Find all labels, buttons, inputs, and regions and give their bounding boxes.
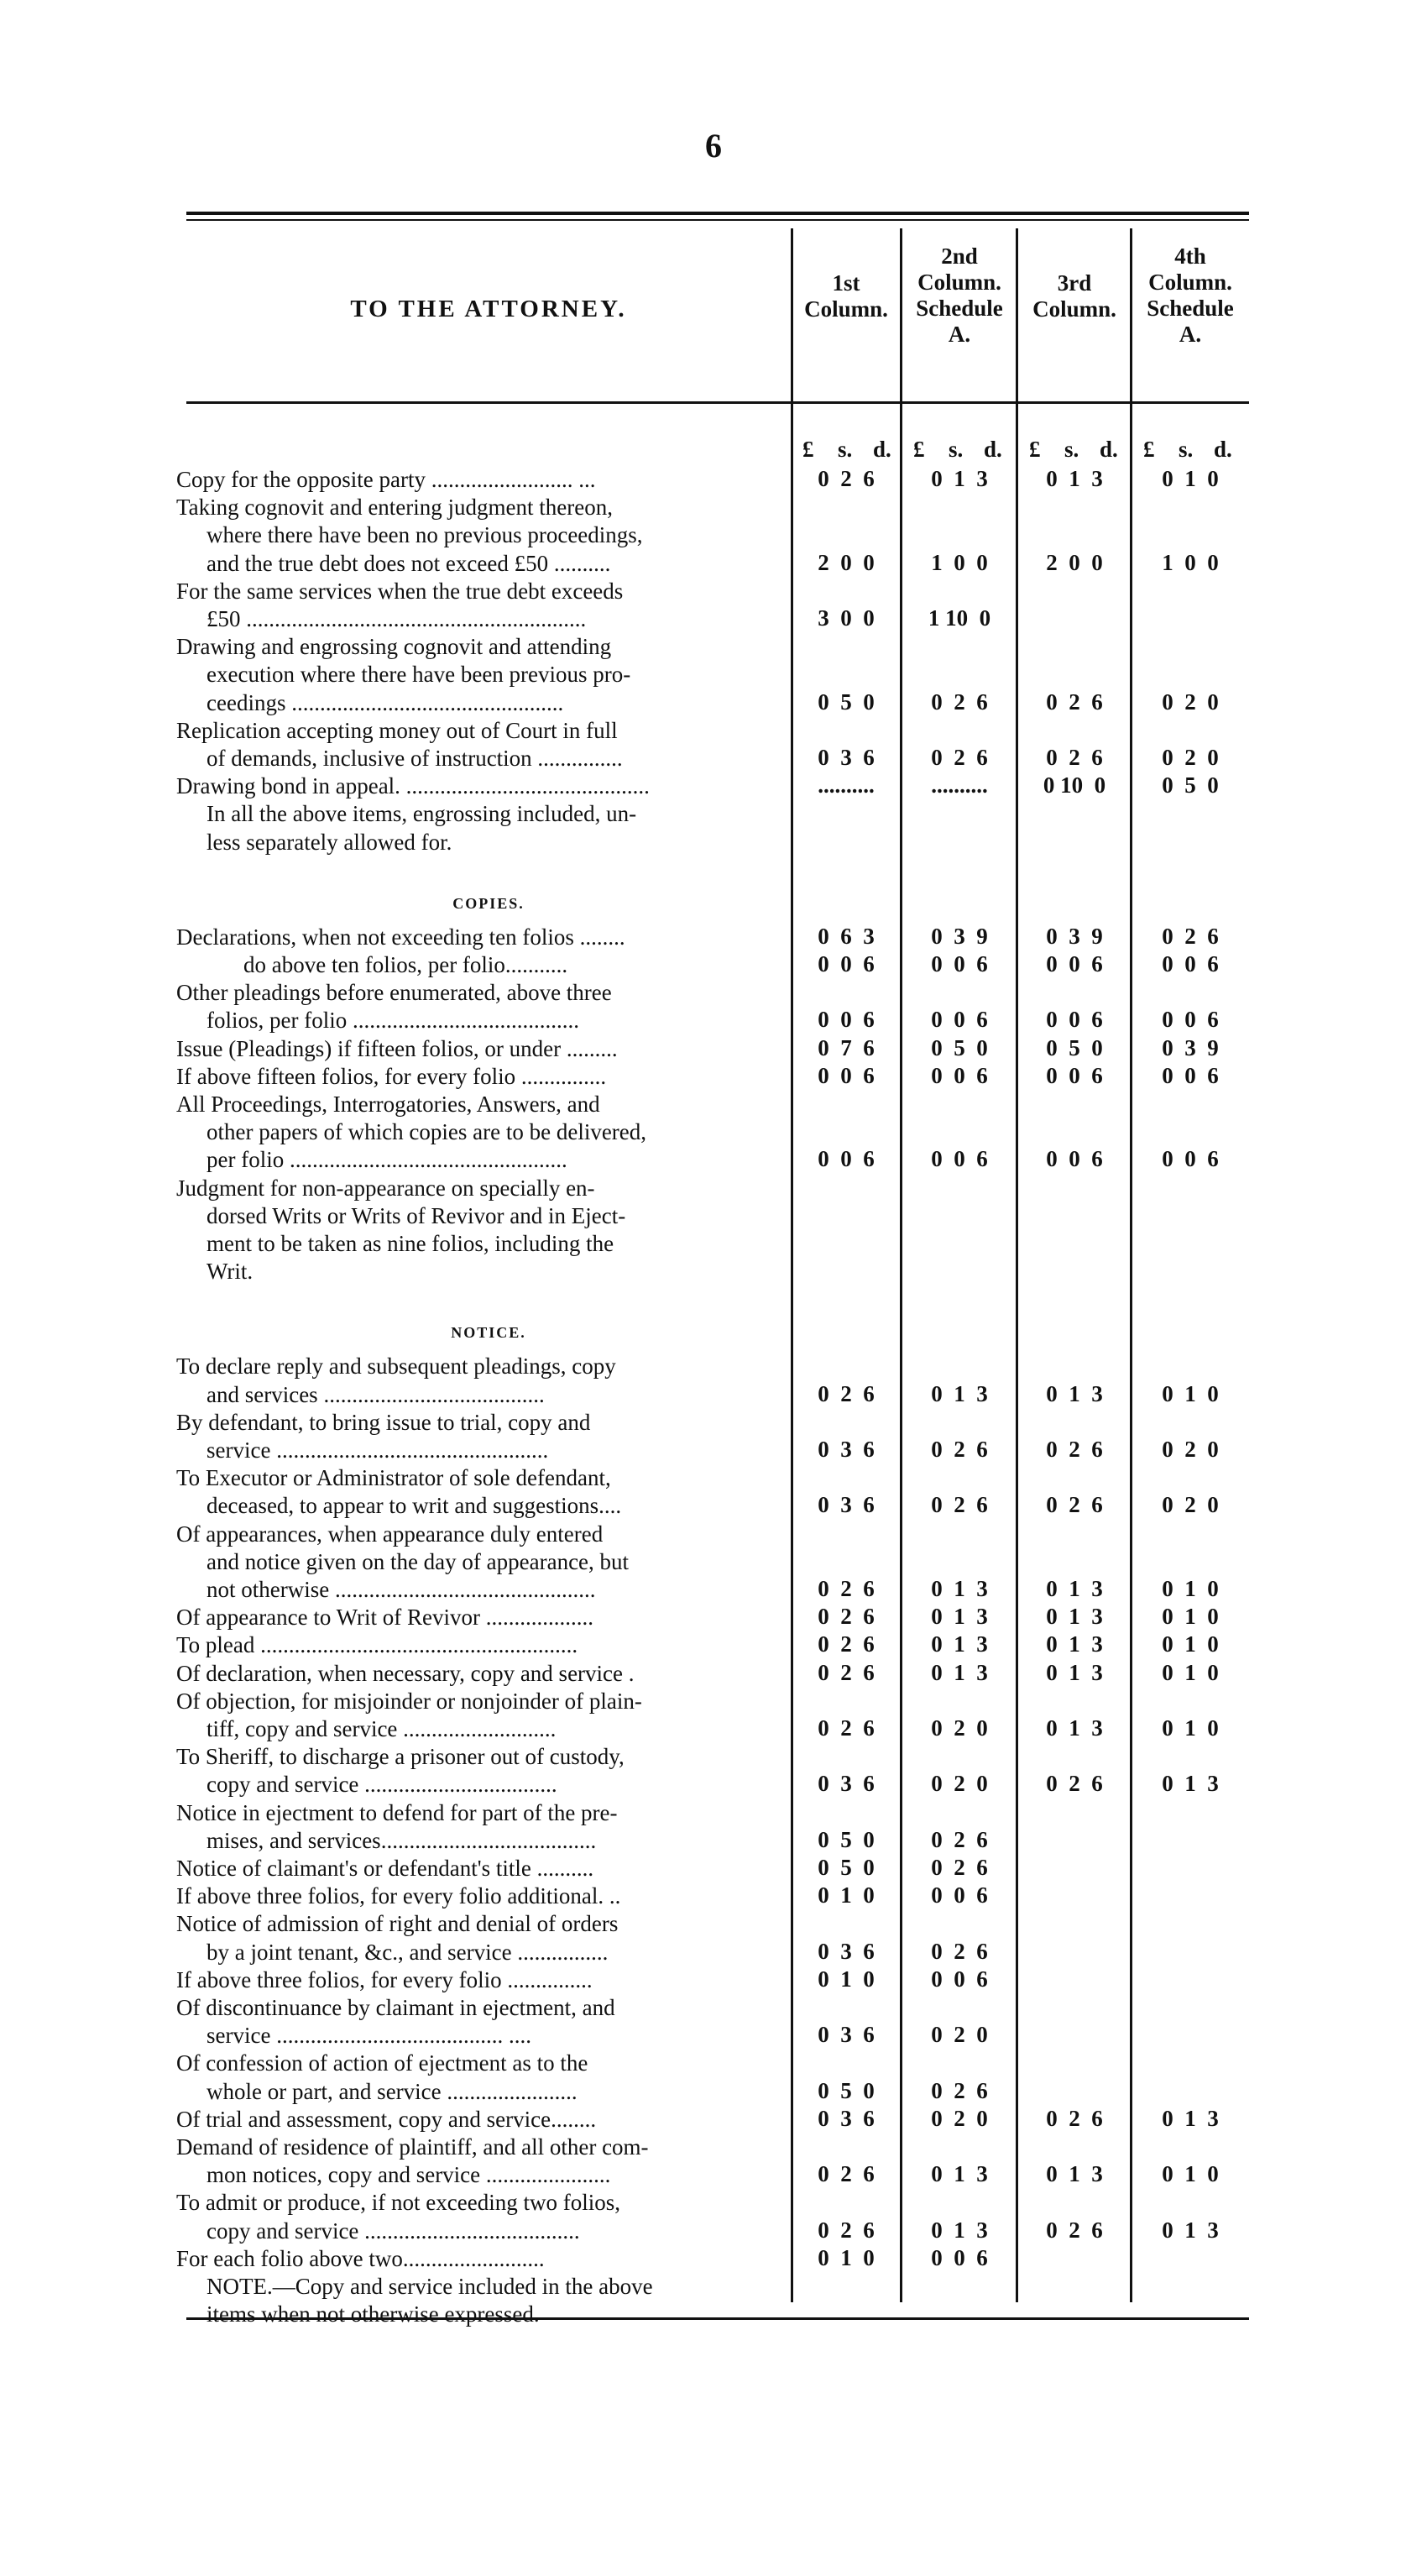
fee-value-col3: 0 10 0 xyxy=(1043,772,1106,798)
fee-item-line: copy and service .................................. xyxy=(206,1772,557,1798)
fee-item-line: To plead ........................................................ xyxy=(176,1632,578,1658)
column-header-4: 4th Column. Schedule A. xyxy=(1147,243,1234,347)
top-rule xyxy=(186,212,1249,215)
fee-item-line: tiff, copy and service ........................... xyxy=(206,1716,557,1741)
fee-value-col4: 0 1 0 xyxy=(1162,1659,1219,1685)
fee-item-line: For the same services when the true debt exceeds xyxy=(176,578,624,604)
fee-item-line: If above fifteen folios, for every folio ............... xyxy=(176,1063,607,1089)
fee-item-line: not otherwise .............................................. xyxy=(206,1577,596,1602)
fee-item-line: Declarations, when not exceeding ten folios ........ xyxy=(176,924,625,950)
fee-value-col3: 0 1 3 xyxy=(1046,1604,1103,1630)
fee-item-line: In all the above items, engrossing included, un- xyxy=(206,801,637,827)
fee-value-col4: 0 5 0 xyxy=(1162,772,1219,798)
fee-item-line: Issue (Pleadings) if fifteen folios, or under ......... xyxy=(176,1035,618,1061)
fee-item-line: less separately allowed for. xyxy=(206,829,452,855)
fee-item-line: To declare reply and subsequent pleadings, copy xyxy=(176,1353,616,1380)
fee-value-col3: 0 0 6 xyxy=(1046,1146,1103,1172)
fee-value-col1: 0 7 6 xyxy=(818,1034,875,1060)
fee-value-col1: 0 5 0 xyxy=(818,2077,875,2103)
fee-value-col3: 2 0 0 xyxy=(1046,549,1103,575)
fee-value-col4: 0 3 9 xyxy=(1162,1034,1219,1060)
fee-item-line: If above three folios, for every folio additional. .. xyxy=(176,1883,621,1909)
fee-value-col2: 0 2 6 xyxy=(931,745,988,770)
fee-value-col1: 0 2 6 xyxy=(818,1604,875,1630)
fee-item-line: Of declaration, when necessary, copy and service . xyxy=(176,1660,635,1686)
fee-value-col1: 0 2 6 xyxy=(818,2161,875,2187)
fee-item-line: by a joint tenant, &c., and service ................ xyxy=(206,1939,609,1965)
fee-item-line: Notice of admission of right and denial of orders xyxy=(176,1911,619,1937)
fee-value-col1: 0 3 6 xyxy=(818,1437,875,1462)
fee-value-col2: 0 0 6 xyxy=(931,1146,988,1172)
fee-value-col1: 0 3 6 xyxy=(818,2105,875,2131)
fee-item-line: Demand of residence of plaintiff, and all other com- xyxy=(176,2134,649,2160)
fee-value-col1: 0 2 6 xyxy=(818,1631,875,1657)
fee-item-line: To admit or produce, if not exceeding two folios, xyxy=(176,2190,620,2216)
currency-label: s. xyxy=(838,437,853,462)
fee-item-line: do above ten folios, per folio........... xyxy=(243,952,568,977)
fee-value-col1: 0 1 0 xyxy=(818,1882,875,1908)
fee-value-col4: 0 2 0 xyxy=(1162,689,1219,715)
fee-item-line: Of appearance to Writ of Revivor ................... xyxy=(176,1605,594,1631)
fee-value-col3: 0 1 3 xyxy=(1046,1576,1103,1601)
fee-item-line: service ........................................ .... xyxy=(206,2023,531,2049)
fee-value-col4: 0 0 6 xyxy=(1162,1062,1219,1088)
fee-value-col2: 0 1 3 xyxy=(931,1380,988,1406)
fee-item-line: Judgment for non-appearance on specially en- xyxy=(176,1175,595,1201)
fee-value-col2: 0 0 6 xyxy=(931,1966,988,1992)
fee-item-line: service ................................................ xyxy=(206,1437,549,1463)
fee-value-col2: 0 2 0 xyxy=(931,2105,988,2131)
fee-item-line: £50 ............................................................ xyxy=(206,606,587,631)
fee-value-col2: 0 1 3 xyxy=(931,466,988,491)
fee-value-col1: 0 0 6 xyxy=(818,1062,875,1088)
fee-value-col1: 0 2 6 xyxy=(818,1715,875,1741)
fee-value-col3: 0 0 6 xyxy=(1046,951,1103,976)
fee-value-col2: 1 0 0 xyxy=(931,549,988,575)
currency-label: £ xyxy=(1029,437,1041,462)
fee-value-col2: 0 1 3 xyxy=(931,2161,988,2187)
top-rule-thin xyxy=(186,219,1249,221)
fee-item-line: All Proceedings, Interrogatories, Answers, and xyxy=(176,1092,600,1117)
fee-item-line: copy and service ...................................... xyxy=(206,2217,580,2244)
fee-value-col2: 0 1 3 xyxy=(931,1604,988,1630)
fee-value-col4: 0 1 3 xyxy=(1162,1771,1219,1797)
fee-item-line: folios, per folio ........................................ xyxy=(206,1008,579,1034)
fee-value-col3: 0 0 6 xyxy=(1046,1062,1103,1088)
currency-label: d. xyxy=(1100,437,1118,462)
fee-value-col4: 0 2 0 xyxy=(1162,1437,1219,1462)
fee-value-col3: 0 2 6 xyxy=(1046,689,1103,715)
fee-value-col3: 0 1 3 xyxy=(1046,1715,1103,1741)
fee-value-col1: 0 2 6 xyxy=(818,466,875,491)
fee-item-line: Of appearances, when appearance duly entered xyxy=(176,1521,604,1547)
fee-item-line: ceedings ................................................ xyxy=(206,689,564,715)
fee-item-line: For each folio above two......................... xyxy=(176,2245,545,2271)
fee-item-line: where there have been no previous proceedings, xyxy=(206,522,643,548)
fee-item-line: Of discontinuance by claimant in ejectment, and xyxy=(176,1995,615,2020)
fee-value-col3: 0 1 3 xyxy=(1046,466,1103,491)
fee-item-line: whole or part, and service ....................... xyxy=(206,2078,578,2104)
fee-value-col4: 0 2 0 xyxy=(1162,745,1219,770)
currency-label: d. xyxy=(1214,437,1232,462)
fee-value-col4: 0 1 0 xyxy=(1162,1631,1219,1657)
fee-value-col2: 0 2 0 xyxy=(931,1771,988,1797)
fee-value-col2: 0 2 6 xyxy=(931,1437,988,1462)
fee-value-col1: 0 6 3 xyxy=(818,923,875,949)
fee-item-line: mises, and services...................................... xyxy=(206,1827,597,1853)
column-divider-4 xyxy=(1130,228,1132,2302)
fee-value-col4: 0 0 6 xyxy=(1162,1146,1219,1172)
fee-value-col4: 0 1 0 xyxy=(1162,1576,1219,1601)
fee-item-line: Copy for the opposite party ......................... ... xyxy=(176,467,596,492)
fee-value-col2: 0 5 0 xyxy=(931,1034,988,1060)
fee-value-col1: 0 5 0 xyxy=(818,1855,875,1880)
fee-value-col3: 0 3 9 xyxy=(1046,923,1103,949)
fee-value-col3: 0 2 6 xyxy=(1046,2105,1103,2131)
column-header-2: 2nd Column. Schedule A. xyxy=(916,243,1003,347)
page-number: 6 xyxy=(705,127,722,165)
fee-value-col4: 0 1 0 xyxy=(1162,1380,1219,1406)
currency-label: s. xyxy=(1064,437,1079,462)
fee-value-col3: 0 1 3 xyxy=(1046,1659,1103,1685)
fee-item-line: Of trial and assessment, copy and service........ xyxy=(176,2106,597,2132)
fee-item-line: NOTE.—Copy and service included in the above xyxy=(206,2274,653,2299)
column-header-1: 1st Column. xyxy=(804,270,888,322)
currency-label: s. xyxy=(1179,437,1194,462)
fee-item-line: of demands, inclusive of instruction ............... xyxy=(206,746,623,771)
fee-item-line: Replication accepting money out of Court in full xyxy=(176,717,618,743)
fee-value-col3: 0 1 3 xyxy=(1046,1380,1103,1406)
fee-value-col1: 3 0 0 xyxy=(818,605,875,631)
fee-value-col2: 0 2 6 xyxy=(931,689,988,715)
fee-value-col2: .......... xyxy=(931,772,988,798)
fee-value-col2: 0 1 3 xyxy=(931,1631,988,1657)
fee-value-col2: 0 2 6 xyxy=(931,1938,988,1964)
fee-item-line: and the true debt does not exceed £50 .......... xyxy=(206,550,611,576)
fee-value-col4: 0 2 0 xyxy=(1162,1492,1219,1518)
currency-label: £ xyxy=(913,437,925,462)
fee-item-line: mon notices, copy and service ...................... xyxy=(206,2162,611,2188)
fee-value-col2: 0 0 6 xyxy=(931,2244,988,2270)
fee-item-line: items when not otherwise expressed. xyxy=(206,2301,540,2327)
fee-item-line: ment to be taken as nine folios, including the xyxy=(206,1231,614,1256)
fee-item-line: If above three folios, for every folio ............... xyxy=(176,1966,593,1992)
fee-value-col4: 0 1 0 xyxy=(1162,2161,1219,2187)
currency-label: £ xyxy=(802,437,814,462)
fee-value-col4: 0 1 0 xyxy=(1162,1715,1219,1741)
fee-value-col2: 1 10 0 xyxy=(928,605,991,631)
fee-item-line: To Executor or Administrator of sole defendant, xyxy=(176,1465,611,1491)
fee-value-col3: 0 2 6 xyxy=(1046,745,1103,770)
fee-value-col1: 0 1 0 xyxy=(818,1966,875,1992)
header-rule xyxy=(186,401,1249,404)
fee-value-col1: 0 3 6 xyxy=(818,1771,875,1797)
fee-value-col1: 0 3 6 xyxy=(818,745,875,770)
fee-value-col2: 0 0 6 xyxy=(931,951,988,976)
fee-value-col1: 0 2 6 xyxy=(818,1576,875,1601)
fee-value-col1: 0 5 0 xyxy=(818,1826,875,1852)
column-header-3: 3rd Column. xyxy=(1032,270,1116,322)
fee-value-col4: 0 0 6 xyxy=(1162,1007,1219,1033)
fee-value-col3: 0 0 6 xyxy=(1046,1007,1103,1033)
fee-item-line: Of confession of action of ejectment as to the xyxy=(176,2050,588,2076)
fee-item-line: Drawing bond in appeal. ........................................... xyxy=(176,773,650,799)
fee-value-col1: 0 0 6 xyxy=(818,1007,875,1033)
fee-value-col3: 0 2 6 xyxy=(1046,1492,1103,1518)
fee-item-line: deceased, to appear to writ and suggestions.... xyxy=(206,1493,622,1519)
fee-item-line: Taking cognovit and entering judgment thereon, xyxy=(176,495,613,521)
fee-value-col1: 2 0 0 xyxy=(818,549,875,575)
fee-item-line: and services ....................................... xyxy=(206,1381,545,1407)
fee-value-col4: 0 1 0 xyxy=(1162,1604,1219,1630)
fee-value-col4: 0 2 6 xyxy=(1162,923,1219,949)
fee-value-col3: 0 5 0 xyxy=(1046,1034,1103,1060)
fee-value-col2: 0 1 3 xyxy=(931,1659,988,1685)
fee-value-col3: 0 1 3 xyxy=(1046,1631,1103,1657)
currency-label: £ xyxy=(1143,437,1155,462)
section-heading: NOTICE. xyxy=(451,1324,526,1342)
fee-item-line: By defendant, to bring issue to trial, copy and xyxy=(176,1409,591,1435)
section-heading: COPIES. xyxy=(452,894,525,912)
fee-item-line: dorsed Writs or Writs of Revivor and in Eject- xyxy=(206,1202,626,1228)
fee-item-line: Of objection, for misjoinder or nonjoinder of plain- xyxy=(176,1688,642,1714)
fee-value-col2: 0 3 9 xyxy=(931,923,988,949)
fee-item-line: Notice in ejectment to defend for part of the pre- xyxy=(176,1799,618,1825)
fee-value-col3: 0 2 6 xyxy=(1046,1437,1103,1462)
fee-item-line: Other pleadings before enumerated, above three xyxy=(176,980,612,1006)
fee-item-line: To Sheriff, to discharge a prisoner out of custody, xyxy=(176,1744,625,1770)
fee-value-col4: 0 1 3 xyxy=(1162,2105,1219,2131)
fee-item-line: Notice of claimant's or defendant's title .......... xyxy=(176,1856,594,1881)
fee-value-col2: 0 2 6 xyxy=(931,1826,988,1852)
table-title: TO THE ATTORNEY. xyxy=(350,296,627,322)
fee-value-col1: 0 3 6 xyxy=(818,2022,875,2048)
fee-value-col2: 0 2 0 xyxy=(931,2022,988,2048)
fee-value-col1: 0 5 0 xyxy=(818,689,875,715)
fee-value-col2: 0 1 3 xyxy=(931,1576,988,1601)
fee-value-col3: 0 2 6 xyxy=(1046,1771,1103,1797)
fee-value-col1: .......... xyxy=(818,772,875,798)
fee-value-col1: 0 0 6 xyxy=(818,951,875,976)
fee-value-col1: 0 3 6 xyxy=(818,1492,875,1518)
fee-item-line: Drawing and engrossing cognovit and attending xyxy=(176,634,612,660)
fee-value-col2: 0 1 3 xyxy=(931,2217,988,2243)
fee-value-col4: 0 1 0 xyxy=(1162,466,1219,491)
fee-value-col2: 0 2 6 xyxy=(931,2077,988,2103)
fee-value-col4: 0 1 3 xyxy=(1162,2217,1219,2243)
fee-item-line: and notice given on the day of appearance, but xyxy=(206,1548,630,1574)
fee-item-line: Writ. xyxy=(206,1259,253,1285)
fee-item-line: other papers of which copies are to be delivered, xyxy=(206,1119,647,1145)
currency-label: d. xyxy=(873,437,891,462)
fee-value-col4: 1 0 0 xyxy=(1162,549,1219,575)
fee-value-col1: 0 2 6 xyxy=(818,2217,875,2243)
fee-value-col2: 0 0 6 xyxy=(931,1882,988,1908)
fee-item-line: execution where there have been previous pro- xyxy=(206,662,631,688)
currency-label: d. xyxy=(984,437,1002,462)
fee-value-col3: 0 2 6 xyxy=(1046,2217,1103,2243)
currency-label: s. xyxy=(949,437,964,462)
fee-value-col4: 0 0 6 xyxy=(1162,951,1219,976)
fee-value-col2: 0 2 6 xyxy=(931,1855,988,1880)
fee-value-col2: 0 2 0 xyxy=(931,1715,988,1741)
fee-value-col1: 0 3 6 xyxy=(818,1938,875,1964)
fee-value-col1: 0 2 6 xyxy=(818,1659,875,1685)
fee-value-col2: 0 2 6 xyxy=(931,1492,988,1518)
fee-value-col1: 0 1 0 xyxy=(818,2244,875,2270)
fee-value-col1: 0 2 6 xyxy=(818,1380,875,1406)
fee-value-col1: 0 0 6 xyxy=(818,1146,875,1172)
fee-value-col3: 0 1 3 xyxy=(1046,2161,1103,2187)
fee-item-line: per folio ................................................. xyxy=(206,1147,567,1173)
fee-value-col2: 0 0 6 xyxy=(931,1007,988,1033)
fee-value-col2: 0 0 6 xyxy=(931,1062,988,1088)
